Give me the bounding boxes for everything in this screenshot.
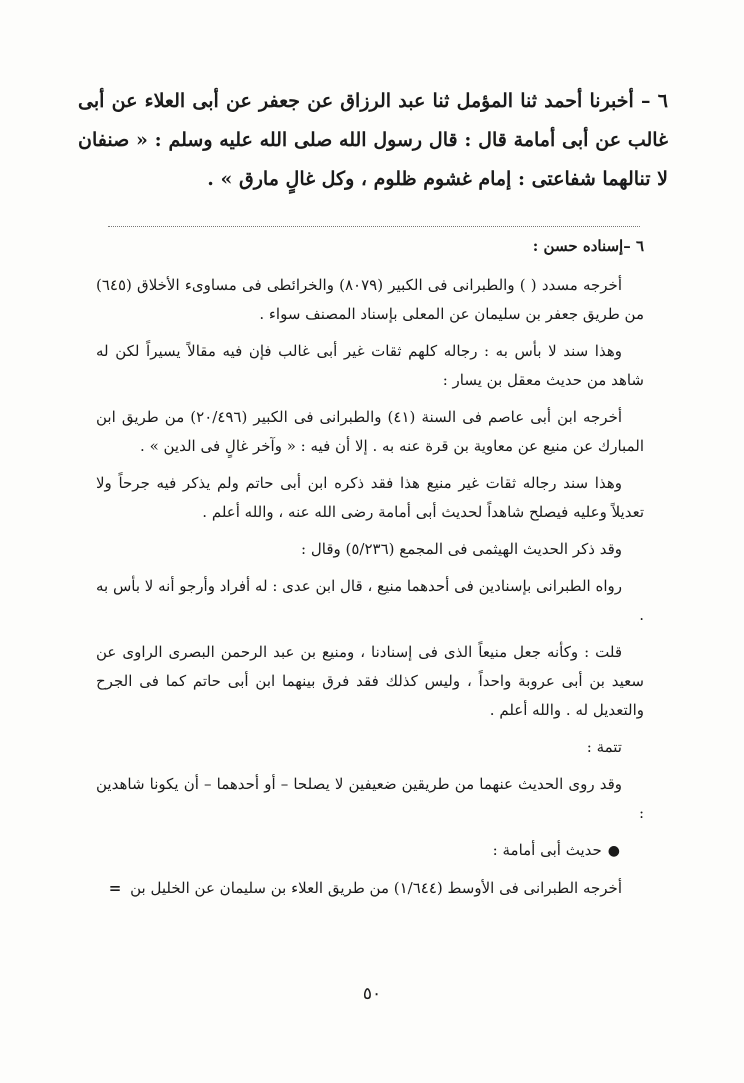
commentary-paragraph: وهذا سند رجاله ثقات غير منيع هذا فقد ذكره ابن أبى حاتم ولم يذكر فيه جرحاً ولا تعديلاً وعليه فيصلح شاهداً لحديث أبى أمامة رضى الله عنه ، والله أعلم . <box>96 474 644 521</box>
last-paragraph-text: أخرجه الطبرانى فى الأوسط (١/٦٤٤) من طريق العلاء بن سليمان عن الخليل بن <box>130 879 622 897</box>
commentary-paragraph <box>96 874 644 903</box>
hadith-text: ٦ – أخبرنا أحمد ثنا المؤمل ثنا عبد الرزاق عن جعفر عن أبى العلاء عن أبى غالب عن أبى أمامة قال : قال رسول الله صلى الله عليه وسلم : « صنفان لا تنالهما شفاعتى : إمام غشوم ظلوم ، وكل غالٍ مارق » . <box>78 90 668 190</box>
bullet-item-label: حديث أبى أمامة : <box>492 841 602 859</box>
continuation-marker: = <box>108 879 122 897</box>
commentary-paragraph: قلت : وكأنه جعل منيعاً الذى فى إسنادنا ، ومنيع بن عبد الرحمن البصرى الراوى عن سعيد بن أبى عروبة واحداً ، وليس كذلك فقد فرق بينهما ابن أبى حاتم كما فى الجرح والتعديل له . والله أعلم . <box>96 643 644 719</box>
page-number: ٥٠ <box>362 984 382 1004</box>
commentary-paragraph: رواه الطبرانى بإسنادين فى أحدهما منيع ، قال ابن عدى : له أفراد وأرجو أنه لا بأس به . <box>96 577 644 624</box>
commentary-section <box>96 232 644 911</box>
commentary-heading: ٦ –إسناده حسن : <box>532 237 644 255</box>
commentary-paragraph: تتمة : <box>586 738 622 756</box>
commentary-paragraph: أخرجه ابن أبى عاصم فى السنة (٤١) والطبرانى فى الكبير (٢٠/٤٩٦) من طريق ابن المبارك عن منيع عن معاوية بن قرة عنه به . إلا أن فيه : « وآخر غالٍ فى الدين » . <box>96 408 644 455</box>
commentary-paragraph: أخرجه مسدد ( ) والطبرانى فى الكبير (٨٠٧٩) والخرائطى فى مساوىء الأخلاق (٦٤٥) من طريق جعفر بن سليمان عن المعلى بإسناد المصنف سواء . <box>96 276 644 323</box>
separator-line <box>108 226 640 227</box>
commentary-paragraph: وقد ذكر الحديث الهيثمى فى المجمع (٥/٢٣٦) وقال : <box>301 540 622 558</box>
commentary-paragraph: وهذا سند لا بأس به : رجاله كلهم ثقات غير أبى غالب فإن فيه مقالاً يسيراً لكن له شاهد من حديث معقل بن يسار : <box>96 342 644 389</box>
commentary-paragraph: وقد روى الحديث عنهما من طريقين ضعيفين لا يصلحا – أو أحدهما – أن يكونا شاهدين : <box>96 775 644 822</box>
bullet-icon: ● <box>607 843 620 859</box>
bullet-item <box>96 836 644 866</box>
